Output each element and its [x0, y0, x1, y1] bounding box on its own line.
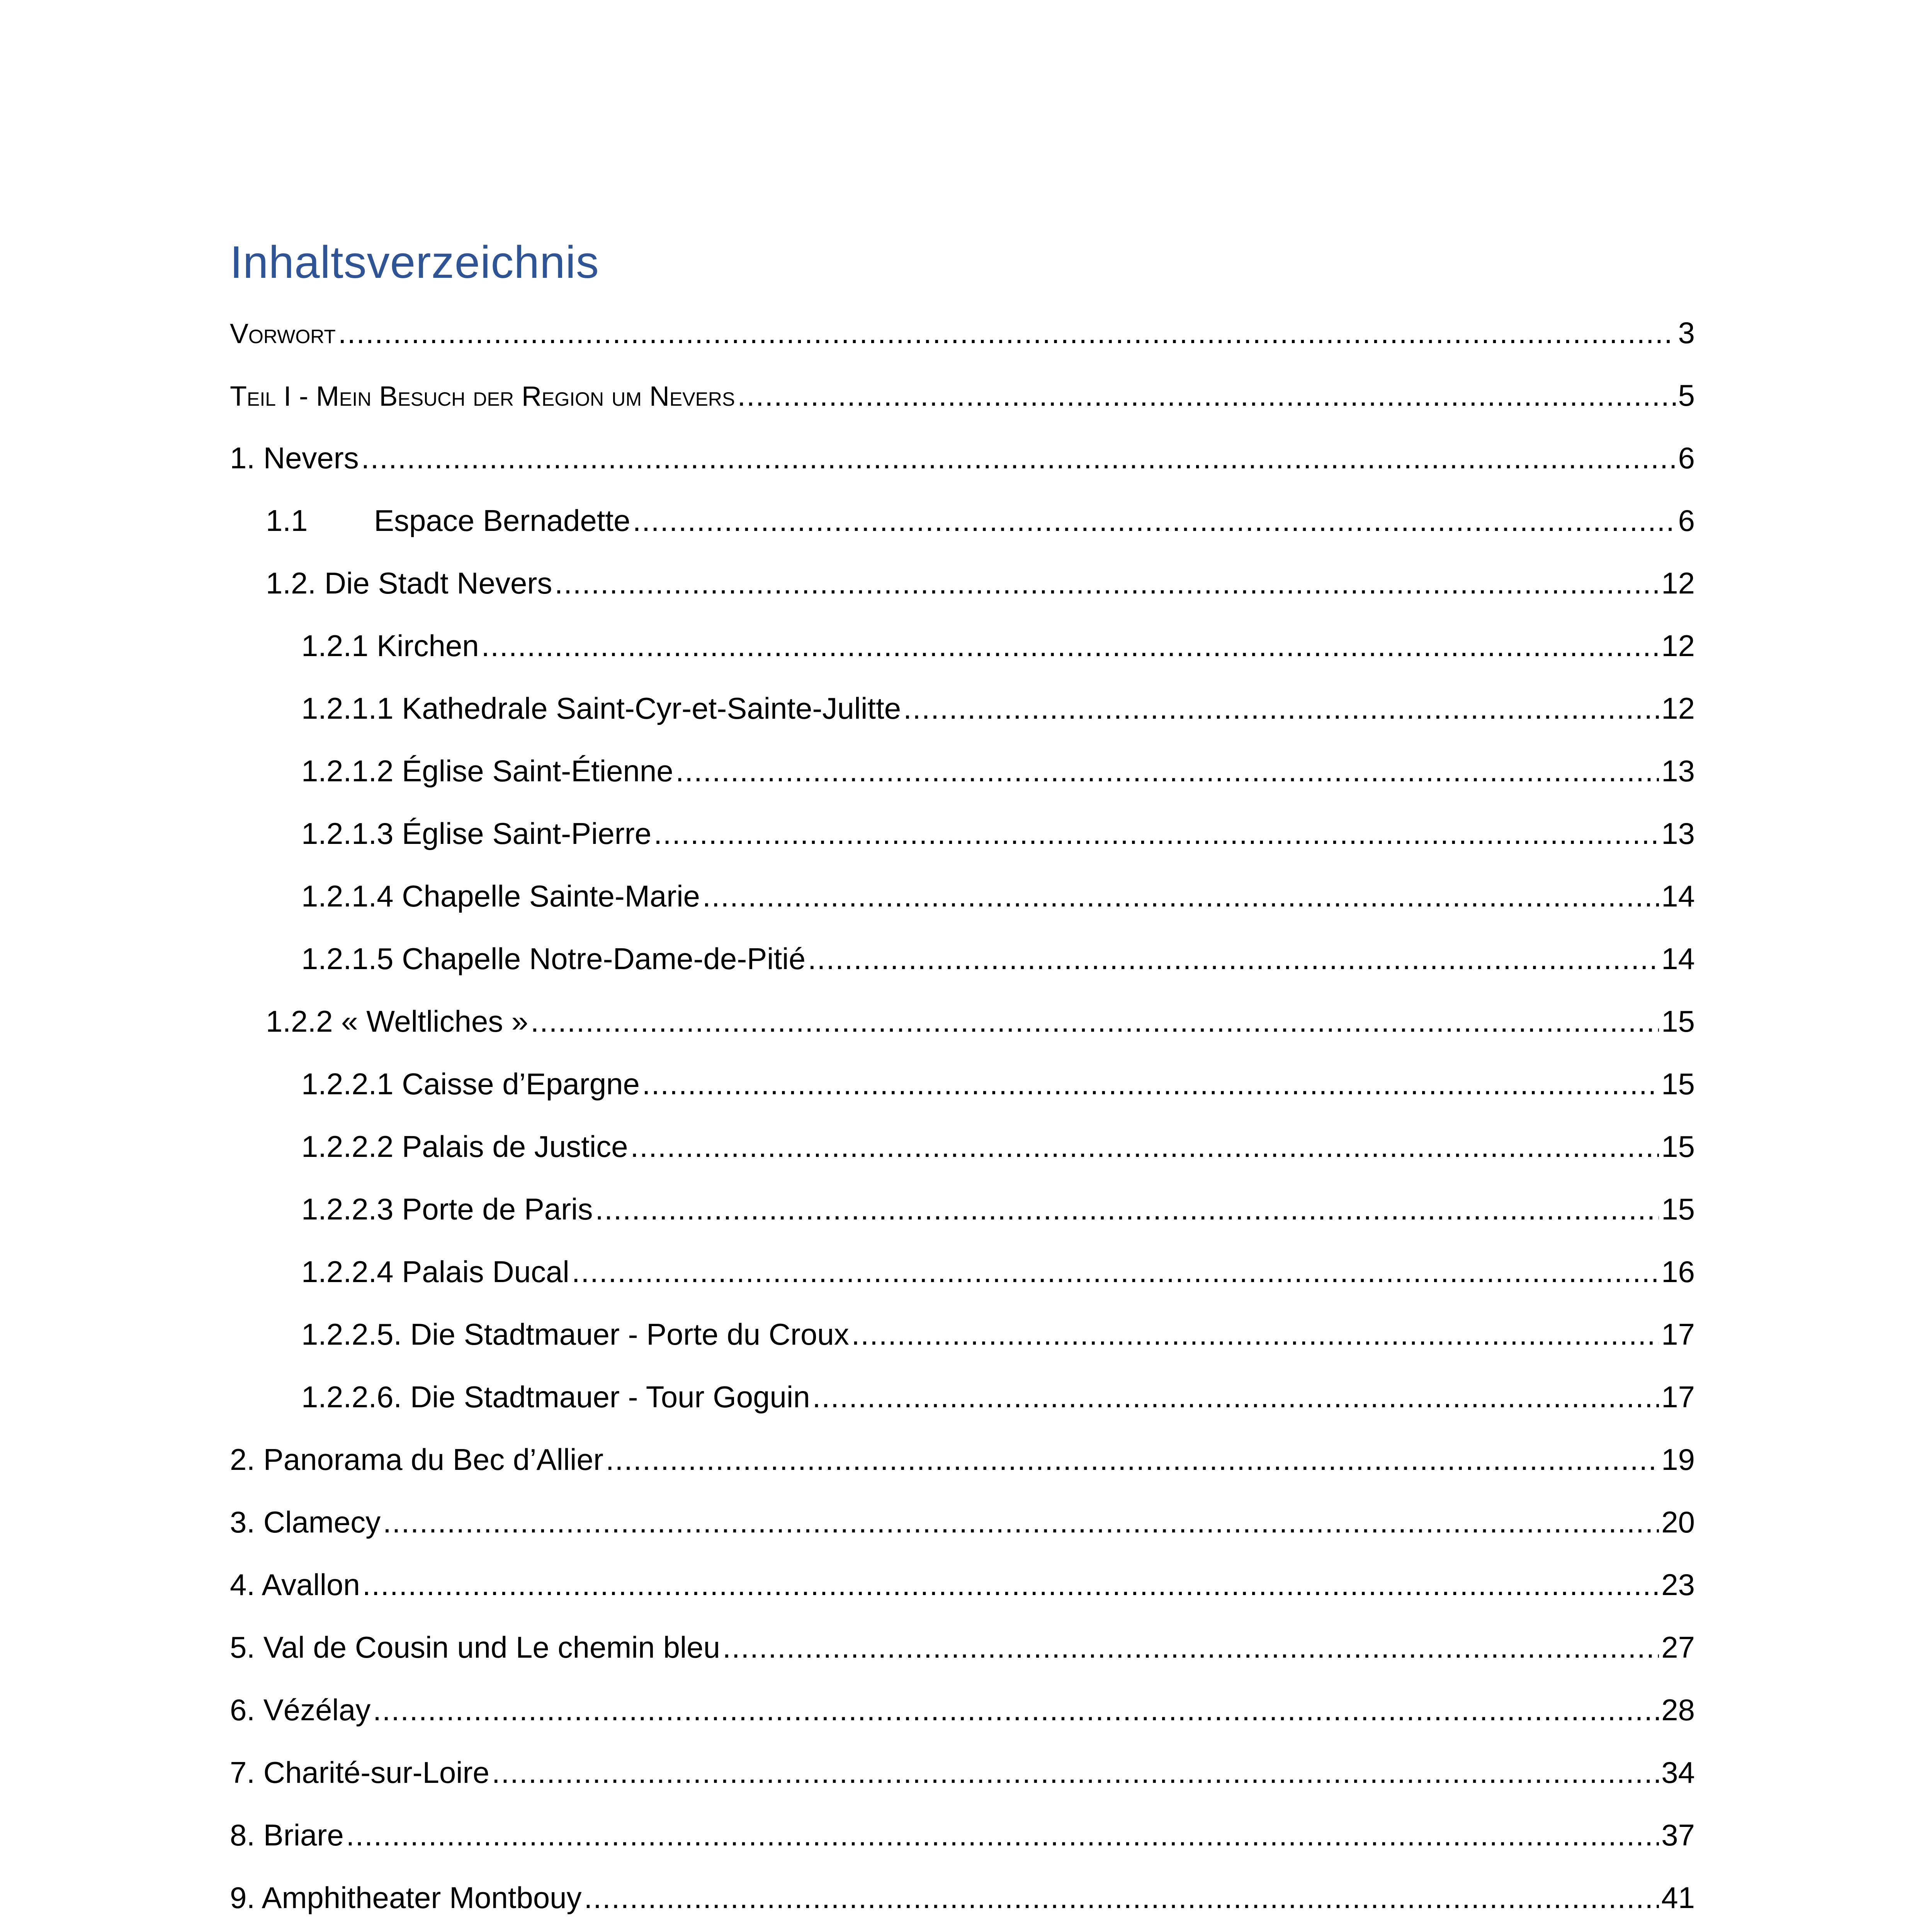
toc-dot-leader — [584, 1883, 1659, 1913]
toc-entry-page: 13 — [1661, 816, 1695, 850]
toc-entry-number: 1.1 — [266, 503, 308, 537]
toc-dot-leader — [851, 1319, 1659, 1349]
toc-dot-leader — [361, 443, 1676, 473]
toc-entry-palais-ducal[interactable] — [301, 1240, 1695, 1287]
toc-entry-label: 1.2.1.4 Chapelle Sainte-Marie — [301, 879, 700, 913]
toc-entry-page: 12 — [1661, 566, 1695, 600]
toc-entry-vezelay[interactable] — [230, 1679, 1695, 1725]
toc-entry-chateau-de-bussiere[interactable] — [230, 1929, 1695, 1932]
toc-entry-label: 7. Charité-sur-Loire — [230, 1755, 489, 1789]
toc-dot-leader — [595, 1194, 1659, 1224]
toc-entry-val-de-cousin[interactable] — [230, 1616, 1695, 1662]
toc-entry-page: 6 — [1678, 503, 1695, 537]
toc-entry-page: 27 — [1661, 1630, 1695, 1664]
toc-entry-label: 1. Nevers — [230, 441, 359, 475]
toc-entry-label: 1.2.2 « Weltliches » — [266, 1004, 529, 1038]
toc-dot-leader — [631, 1131, 1659, 1162]
toc-entry-label — [266, 505, 630, 536]
toc-entry-label: 1.2.1.3 Église Saint-Pierre — [301, 816, 652, 850]
toc-entry-label: 2. Panorama du Bec d’Allier — [230, 1442, 603, 1476]
toc-entry-page: 15 — [1661, 1067, 1695, 1101]
toc-dot-leader — [808, 944, 1659, 974]
toc-entry-tour-goguin[interactable] — [301, 1366, 1695, 1412]
toc-entry-palais-de-justice[interactable] — [301, 1115, 1695, 1162]
toc-entry-teil-1[interactable] — [230, 364, 1695, 410]
toc-dot-leader — [654, 818, 1659, 849]
toc-dot-leader — [702, 881, 1659, 911]
toc-entry-page: 41 — [1661, 1881, 1695, 1915]
toc-entry-page: 12 — [1661, 691, 1695, 725]
toc-entry-page: 16 — [1661, 1255, 1695, 1289]
toc-entry-label: 1.2.1.1 Kathedrale Saint-Cyr-et-Sainte-Julitte — [301, 691, 901, 725]
toc-entry-label: 4. Avallon — [230, 1568, 360, 1602]
toc-entry-label: 1.2.1.2 Église Saint-Étienne — [301, 754, 673, 788]
toc-entry-porte-de-paris[interactable] — [301, 1178, 1695, 1224]
toc-entry-avallon[interactable] — [230, 1553, 1695, 1600]
toc-dot-leader — [481, 631, 1659, 661]
toc-entry-label: Teil I - Mein Besuch der Region um Nevers — [230, 381, 735, 412]
toc-entry-page: 14 — [1661, 942, 1695, 976]
toc-entry-kathedrale[interactable] — [301, 677, 1695, 723]
toc-entry-page: 28 — [1661, 1693, 1695, 1727]
toc-entry-page: 19 — [1661, 1442, 1695, 1476]
toc-entry-page: 6 — [1678, 441, 1695, 475]
toc-entry-page: 37 — [1661, 1818, 1695, 1852]
toc-dot-leader — [632, 505, 1676, 536]
toc-entry-weltliches[interactable] — [266, 990, 1695, 1036]
toc-dot-leader — [812, 1382, 1659, 1412]
toc-entry-vorwort[interactable] — [230, 301, 1695, 348]
toc-entry-label: 8. Briare — [230, 1818, 344, 1852]
toc-entry-label: 1.2.2.5. Die Stadtmauer - Porte du Croux — [301, 1317, 849, 1351]
toc-entry-montbouy[interactable] — [230, 1866, 1695, 1913]
toc-dot-leader — [642, 1069, 1659, 1099]
toc-entry-sainte-marie[interactable] — [301, 865, 1695, 911]
toc-dot-leader — [554, 568, 1659, 598]
toc-entry-page: 12 — [1661, 629, 1695, 663]
toc-entry-page: 14 — [1661, 879, 1695, 913]
toc-entry-saint-pierre[interactable] — [301, 802, 1695, 849]
toc-entry-label: 6. Vézélay — [230, 1693, 371, 1727]
toc-dot-leader — [362, 1570, 1659, 1600]
toc-dot-leader — [606, 1444, 1659, 1475]
toc-dot-leader — [338, 318, 1676, 348]
toc-entry-porte-du-croux[interactable] — [301, 1303, 1695, 1349]
toc-dot-leader — [676, 756, 1659, 786]
toc-dot-leader — [903, 693, 1659, 723]
toc-entry-stadt-nevers[interactable] — [266, 552, 1695, 598]
toc-entry-label: Vorwort — [230, 318, 336, 349]
toc-dot-leader — [383, 1507, 1659, 1537]
toc-entry-saint-etienne[interactable] — [301, 740, 1695, 786]
toc-entry-bec-dallier[interactable] — [230, 1428, 1695, 1475]
toc-entry-clamecy[interactable] — [230, 1491, 1695, 1537]
toc-entry-page: 34 — [1661, 1755, 1695, 1789]
toc-entry-label: 1.2.2.6. Die Stadtmauer - Tour Goguin — [301, 1380, 810, 1414]
toc-dot-leader — [492, 1757, 1659, 1787]
toc-entry-notre-dame-de-pitie[interactable] — [301, 927, 1695, 974]
toc-entry-label: 1.2.2.3 Porte de Paris — [301, 1192, 593, 1226]
toc-dot-leader — [530, 1006, 1659, 1036]
toc-entry-label: 1.2.1 Kirchen — [301, 629, 479, 663]
toc-dot-leader — [572, 1257, 1659, 1287]
toc-entry-page: 5 — [1678, 378, 1695, 412]
toc-entry-charite-sur-loire[interactable] — [230, 1741, 1695, 1787]
toc-entry-nevers[interactable] — [230, 427, 1695, 473]
toc-entry-caisse-depargne[interactable] — [301, 1053, 1695, 1099]
toc-entry-page: 20 — [1661, 1505, 1695, 1539]
toc-entry-page: 23 — [1661, 1568, 1695, 1602]
toc-entry-page: 3 — [1678, 316, 1695, 350]
toc-entry-espace-bernadette[interactable] — [266, 489, 1695, 536]
toc-entry-label: 5. Val de Cousin und Le chemin bleu — [230, 1630, 721, 1664]
toc-entry-page: 17 — [1661, 1380, 1695, 1414]
toc-dot-leader — [373, 1695, 1659, 1725]
toc-entry-label: 1.2.1.5 Chapelle Notre-Dame-de-Pitié — [301, 942, 806, 976]
toc-entry-title: Espace Bernadette — [374, 503, 631, 537]
toc-entry-label: 1.2.2.1 Caisse d’Epargne — [301, 1067, 640, 1101]
toc-entry-page: 15 — [1661, 1004, 1695, 1038]
toc-entry-label: 3. Clamecy — [230, 1505, 381, 1539]
toc-entry-label: 1.2. Die Stadt Nevers — [266, 566, 552, 600]
toc-entry-page: 13 — [1661, 754, 1695, 788]
toc-entry-label: 1.2.2.2 Palais de Justice — [301, 1129, 628, 1163]
toc-entry-label: 1.2.2.4 Palais Ducal — [301, 1255, 569, 1289]
toc-dot-leader — [722, 1632, 1659, 1662]
toc-dot-leader — [346, 1820, 1659, 1850]
toc-entry-page: 15 — [1661, 1192, 1695, 1226]
toc-entry-briare[interactable] — [230, 1804, 1695, 1850]
toc-entry-page: 15 — [1661, 1129, 1695, 1163]
toc-entry-label: 9. Amphitheater Montbouy — [230, 1881, 582, 1915]
toc-dot-leader — [737, 380, 1676, 410]
toc-entry-page: 17 — [1661, 1317, 1695, 1351]
toc-entry-kirchen[interactable] — [301, 614, 1695, 661]
page-title: Inhaltsverzeichnis — [230, 237, 599, 288]
